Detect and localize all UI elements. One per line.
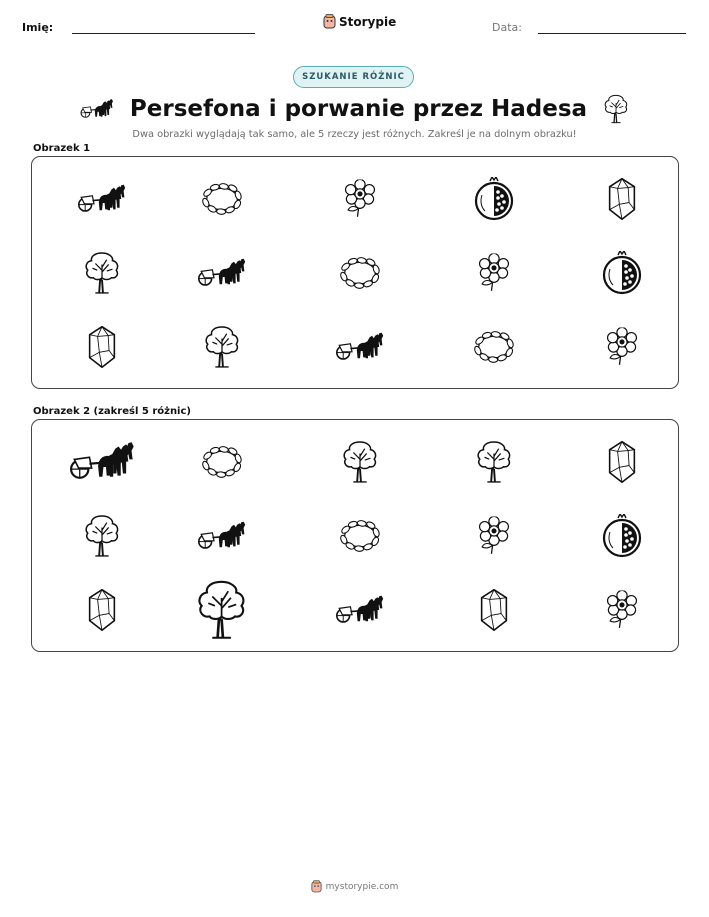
pomegranate-icon[interactable] [592,245,652,301]
tree-icon [603,94,629,124]
footer-url[interactable]: mystorypie.com [325,881,399,892]
picture-1-panel [31,156,679,389]
tree-icon[interactable] [180,571,264,649]
title-text: Persefona i porwanie przez Hadesa [129,95,588,122]
mascot-icon [323,14,336,29]
tree-icon[interactable] [330,434,390,490]
flower-icon[interactable] [464,245,524,301]
pomegranate-icon[interactable] [464,171,524,227]
tree-icon[interactable] [464,434,524,490]
chariot-icon[interactable] [72,171,132,227]
date-label: Data: [492,21,522,34]
tree-icon[interactable] [72,508,132,564]
chariot-icon[interactable] [330,582,390,638]
chariot-icon[interactable] [192,508,252,564]
pomegranate-icon[interactable] [592,508,652,564]
tree-icon[interactable] [192,319,252,375]
wreath-icon[interactable] [330,245,390,301]
picture-2-panel [31,419,679,652]
storypie-logo [323,14,396,29]
flower-icon[interactable] [330,171,390,227]
crystal-icon[interactable] [72,319,132,375]
picture-1-label: Obrazek 1 [33,143,91,154]
crystal-icon[interactable] [592,171,652,227]
wreath-icon[interactable] [464,319,524,375]
wreath-icon[interactable] [192,434,252,490]
flower-icon[interactable] [592,319,652,375]
name-label: Imię: [22,21,54,34]
picture-2-label: Obrazek 2 (zakreśl 5 różnic) [33,406,191,417]
chariot-icon[interactable] [62,424,143,500]
chariot-icon[interactable] [192,245,252,301]
wreath-icon[interactable] [330,508,390,564]
chariot-icon [80,98,114,120]
mascot-icon [311,880,322,893]
footer [0,880,709,893]
page-title [0,91,709,126]
brand-name: Storypie [339,14,397,29]
crystal-icon[interactable] [464,582,524,638]
wreath-icon[interactable] [192,171,252,227]
tree-icon[interactable] [72,245,132,301]
name-line[interactable] [72,33,255,34]
date-line[interactable] [538,33,686,34]
chariot-icon[interactable] [330,319,390,375]
instructions: Dwa obrazki wyglądają tak samo, ale 5 rzeczy jest różnych. Zakreśl je na dolnym obrazku! [132,129,577,140]
flower-icon[interactable] [464,508,524,564]
flower-icon[interactable] [592,582,652,638]
activity-badge: SZUKANIE RÓŻNIC [293,66,414,88]
crystal-icon[interactable] [72,582,132,638]
crystal-icon[interactable] [592,434,652,490]
